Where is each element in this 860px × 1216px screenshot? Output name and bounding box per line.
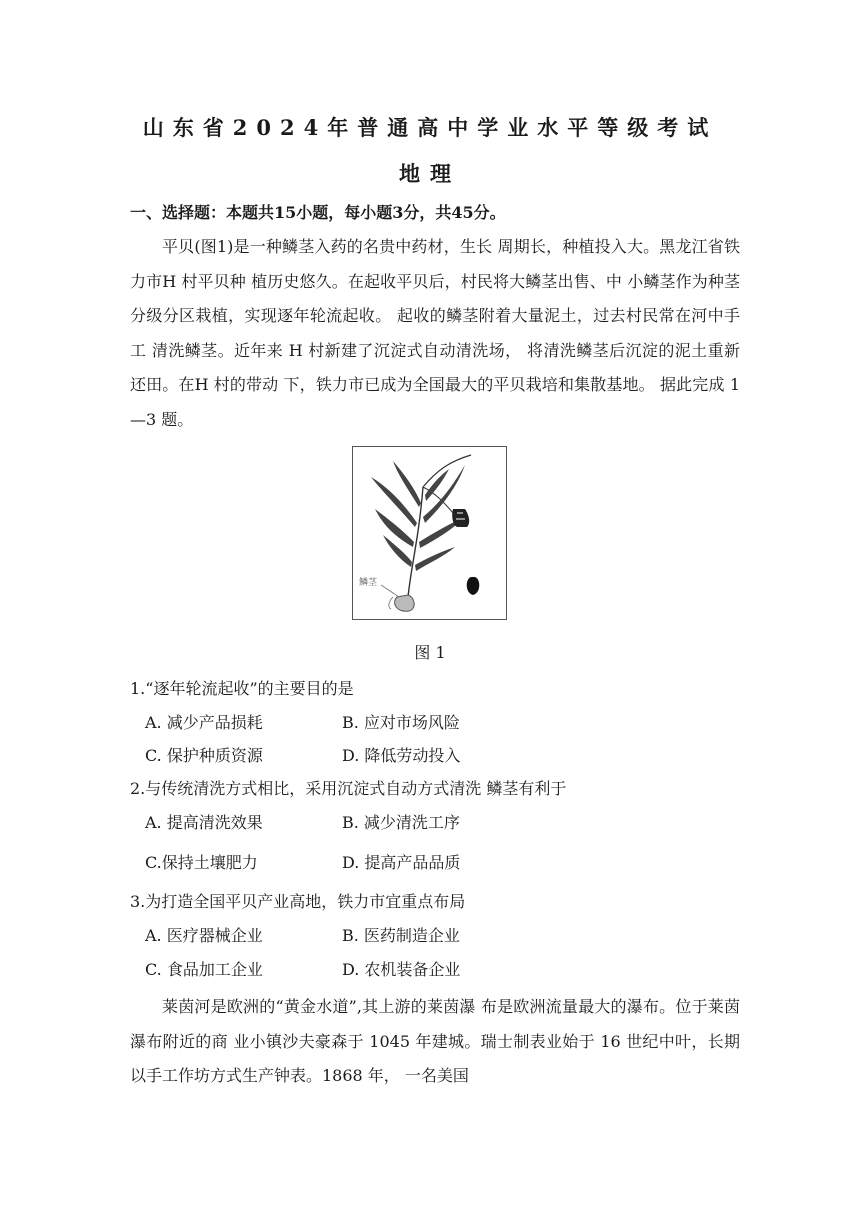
question-1-option-a[interactable]: A. 减少产品损耗	[145, 713, 263, 732]
question-3-stem: 3.为打造全国平贝产业高地，铁力市宜重点布局	[130, 892, 466, 911]
exam-title: 山东省2024年普通高中学业水平等级考试	[142, 115, 718, 140]
question-1-option-b[interactable]: B. 应对市场风险	[342, 713, 460, 732]
section-heading: 一、选择题：本题共15小题，每小题3分，共45分。	[130, 203, 506, 222]
question-3-option-d[interactable]: D. 农机装备企业	[342, 960, 461, 979]
question-2-stem: 2.与传统清洗方式相比，采用沉淀式自动方式清洗 鳞茎有利于	[130, 779, 567, 798]
question-2-option-a[interactable]: A. 提高清洗效果	[145, 813, 263, 832]
question-3-option-b[interactable]: B. 医药制造企业	[342, 926, 460, 945]
question-2-option-d[interactable]: D. 提高产品品质	[342, 853, 461, 872]
passage-1: 平贝(图1)是一种鳞茎入药的名贵中药材，生长 周期长，种植投入大。黑龙江省铁力市H 村平贝种 植历史悠久。在起收平贝后，村民将大鳞茎出售、中 小鳞茎作为种茎分级分区栽植，实现逐年轮流起收。 起收的鳞茎附着大量泥土，过去村民常在河中手工 清洗鳞茎。近年来 H 村新建了沉淀式自动清洗场， 将清洗鳞茎后沉淀的泥土重新还田。在H 村的带动 下，铁力市已成为全国最大的平贝栽培和集散基地。 据此完成 1—3 题。	[130, 237, 740, 429]
question-2-option-c[interactable]: C.保持土壤肥力	[145, 853, 258, 872]
question-1-option-d[interactable]: D. 降低劳动投入	[342, 746, 461, 765]
question-3-option-c[interactable]: C. 食品加工企业	[145, 960, 263, 979]
question-3-option-a[interactable]: A. 医疗器械企业	[145, 926, 263, 945]
passage-2: 莱茵河是欧洲的“黄金水道”,其上游的莱茵瀑 布是欧洲流量最大的瀑布。位于莱茵瀑布附近的商 业小镇沙夫豪森于 1045 年建城。瑞士制表业始于 16 世纪中叶，长期以手工作坊方式生产钟表。1868 年， 一名美国	[130, 997, 740, 1085]
question-1-option-c[interactable]: C. 保护种质资源	[145, 746, 263, 765]
subject-title: 地理	[399, 161, 461, 186]
plant-drawing	[353, 447, 506, 619]
figure-1-plant-illustration	[352, 446, 507, 620]
figure-label: 鳞茎	[359, 578, 378, 588]
figure-caption: 图 1	[414, 643, 446, 662]
question-1-stem: 1.“逐年轮流起收”的主要目的是	[130, 679, 354, 698]
question-2-option-b[interactable]: B. 减少清洗工序	[342, 813, 460, 832]
